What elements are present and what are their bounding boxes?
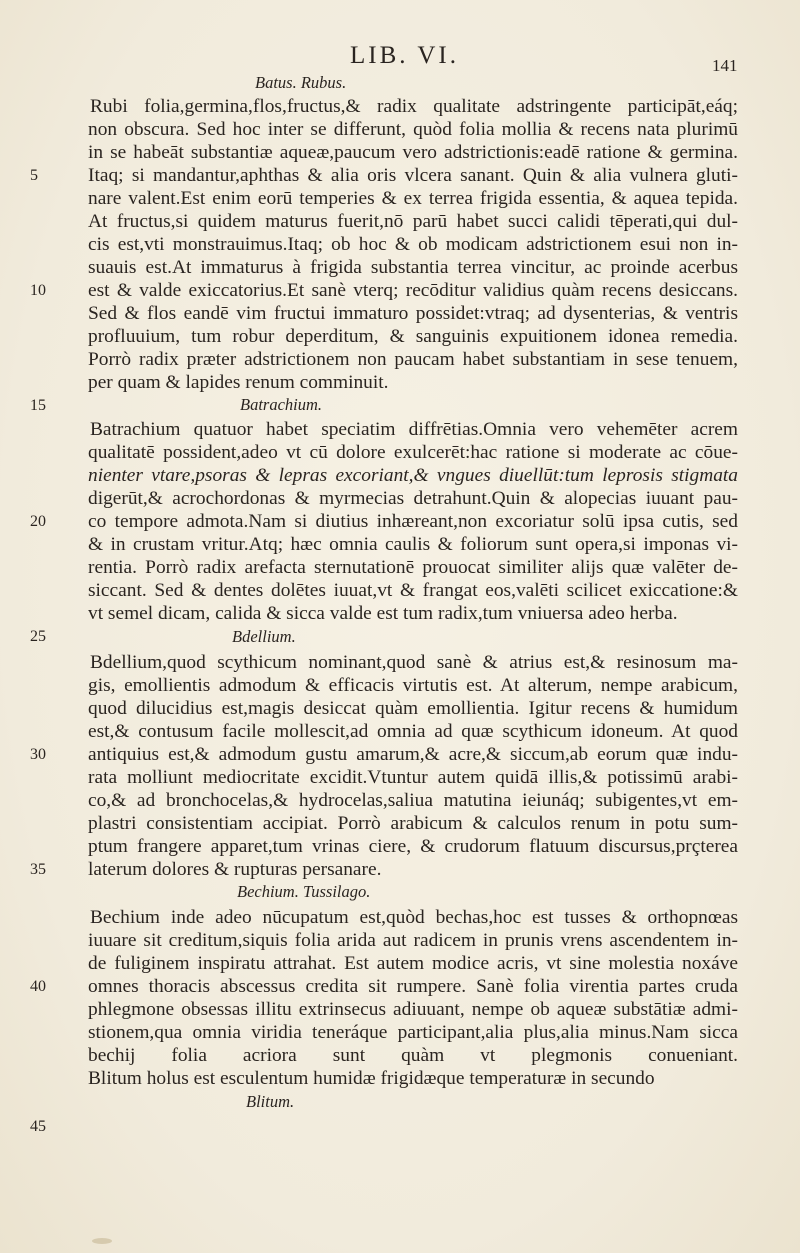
text-line: Bdellium,quod scythicum nominant,quod sanè & atrius est,& resinosum ma-: [90, 652, 738, 673]
text-line: ptum frangere apparet,tum vrinas ciere, & crudorum flatuum discursus,prçterea: [88, 836, 738, 857]
text-line: Bechium inde adeo nūcupatum est,quòd bechas,hoc est tusses & orthopnœas: [90, 907, 738, 928]
text-line: in se habeāt substantiæ aqueæ,paucum vero adstrictionis:eadē ratione & germina.: [88, 142, 738, 163]
text-line: de fuliginem inspiratu attrahat. Est autem modice acris, vt sine molestia noxáve: [88, 953, 738, 974]
text-line: omnes thoracis abscessus credita sit rumpere. Sanè folia virentia partes cruda: [88, 976, 738, 997]
text-line: non obscura. Sed hoc inter se differunt, quòd folia mollia & recens nata plurimū: [88, 119, 738, 140]
line-number: 40: [30, 978, 46, 995]
section-heading: Bdellium.: [232, 627, 296, 646]
text-line: antiquius est,& admodum gustu amarum,& acre,& siccum,ab eorum quæ indu-: [88, 744, 738, 765]
page-number: 141: [712, 56, 738, 75]
text-line: phlegmone obsessas illitu extrinsecus adiuuant, nempe ob aqueæ substātiæ admi-: [88, 999, 738, 1020]
text-line: Porrò radix præter adstrictionem non paucam habet substantiam in sese tenuem,: [88, 349, 738, 370]
text-line: co tempore admota.Nam si diutius inhæreant,non excoriatur solū ipsa cutis, sed: [88, 511, 738, 532]
running-head: LIB. VI.: [350, 42, 459, 69]
section-heading: Batus. Rubus.: [255, 73, 347, 92]
text-line: nienter vtare,psoras & lepras excoriant,& vngues diuellūt:tum leprosis stigmata: [88, 465, 738, 486]
page-header: [0, 42, 800, 75]
text-line: cis est,vti monstrauimus.Itaq; ob hoc & ob modicam adstrictionem esui non in-: [88, 234, 738, 255]
line-number: 10: [30, 282, 46, 299]
line-number: 25: [30, 628, 46, 645]
text-line: profluuium, tum robur deperditum, & sanguinis expuitionem idonea remedia.: [88, 326, 738, 347]
text-line: bechij folia acriora sunt quàm vt plegmonis conueniant.: [88, 1045, 738, 1066]
text-line: gis, emollientis admodum & efficacis virtutis est. At alterum, nempe arabicum,: [88, 675, 738, 696]
text-line: siccant. Sed & dentes dolētes iuuat,vt & frangat eos,valēti scilicet exiccatione:&: [88, 580, 738, 601]
text-line: est & valde exiccatorius.Et sanè vterq; recōditur validius quàm recens desiccans.: [88, 280, 738, 301]
text-line: stionem,qua omnia viridia teneráque participant,alia plus,alia minus.Nam sicca: [88, 1022, 738, 1043]
text-line: rata molliunt mediocritate excidit.Vtuntur autem quidā illis,& potissimū arabi-: [88, 767, 738, 788]
text-line: qualitatē possident,adeo vt cū dolore exulcerēt:hac ratione si moderate ac cōue-: [88, 442, 738, 463]
text-line: Sed & flos eandē vim fructui immaturo possidet:vtraq; ad dysenterias, & ventris: [88, 303, 738, 324]
text-line: rentia. Porrò radix arefacta sternutationē prouocat similiter alijs quæ valēter de-: [88, 557, 738, 578]
section-heading: Blitum.: [246, 1092, 295, 1111]
text-line: co,& ad bronchocelas,& hydrocelas,saliua matutina ieiunáq; subigentes,vt em-: [88, 790, 738, 811]
text-line: Batrachium quatuor habet speciatim diffrētias.Omnia vero vehemēter acrem: [90, 419, 738, 440]
text-line: laterum dolores & rupturas persanare.: [88, 859, 382, 880]
line-number: 35: [30, 861, 46, 878]
text-line: est,& contusum facile mollescit,ad omnia ad quæ scythicum idoneum. At quod: [88, 721, 738, 742]
text-line: nare valent.Est enim eorū temperies & ex terrea frigida essentia, & aquea tepida.: [88, 188, 738, 209]
line-number: 20: [30, 513, 46, 530]
text-line: quod dilucidius est,magis desiccat quàm emollientia. Igitur recens & humidum: [88, 698, 738, 719]
text-line: Itaq; si mandantur,aphthas & alia oris vlcera sanant. Quin & alia vulnera gluti-: [88, 165, 738, 186]
line-number: 15: [30, 397, 46, 414]
text-line: & in crustam vritur.Atq; hæc omnia caulis & foliorum sunt opera,si imponas vi-: [88, 534, 738, 555]
section-heading: Bechium. Tussilago.: [237, 882, 371, 901]
text-line: digerūt,& acrochordonas & myrmecias detrahunt.Quin & alopecias iuuant pau-: [88, 488, 738, 509]
text-line: Rubi folia,germina,flos,fructus,& radix qualitate adstringente participāt,eáq;: [90, 96, 738, 117]
line-number: 30: [30, 746, 46, 763]
paper-stain: [92, 1238, 112, 1244]
text-line: suauis est.At immaturus à frigida substantia terrea vincitur, ac proinde acerbus: [88, 257, 738, 278]
text-line: iuuare sit creditum,siquis folia arida aut radicem in prunis vrens ascendentem in-: [88, 930, 738, 951]
section-heading: Batrachium.: [240, 395, 323, 414]
text-line: vt semel dicam, calida & sicca valde est tum radix,tum vniuersa adeo herba.: [88, 603, 678, 624]
line-number: 5: [30, 167, 38, 184]
text-line: per quam & lapides renum comminuit.: [88, 372, 389, 393]
text-line: [90, 1115, 738, 1138]
text-line: At fructus,si quidem maturus fuerit,nō parū habet succi calidi tēperati,qui dul-: [88, 211, 738, 232]
text-line: Blitum holus est esculentum humidæ frigidæque temperaturæ in secundo: [88, 1068, 655, 1089]
line-number: 45: [30, 1118, 46, 1135]
text-line: plastri consistentiam accipiat. Porrò arabicum & calculos renum in potu sum-: [88, 813, 738, 834]
